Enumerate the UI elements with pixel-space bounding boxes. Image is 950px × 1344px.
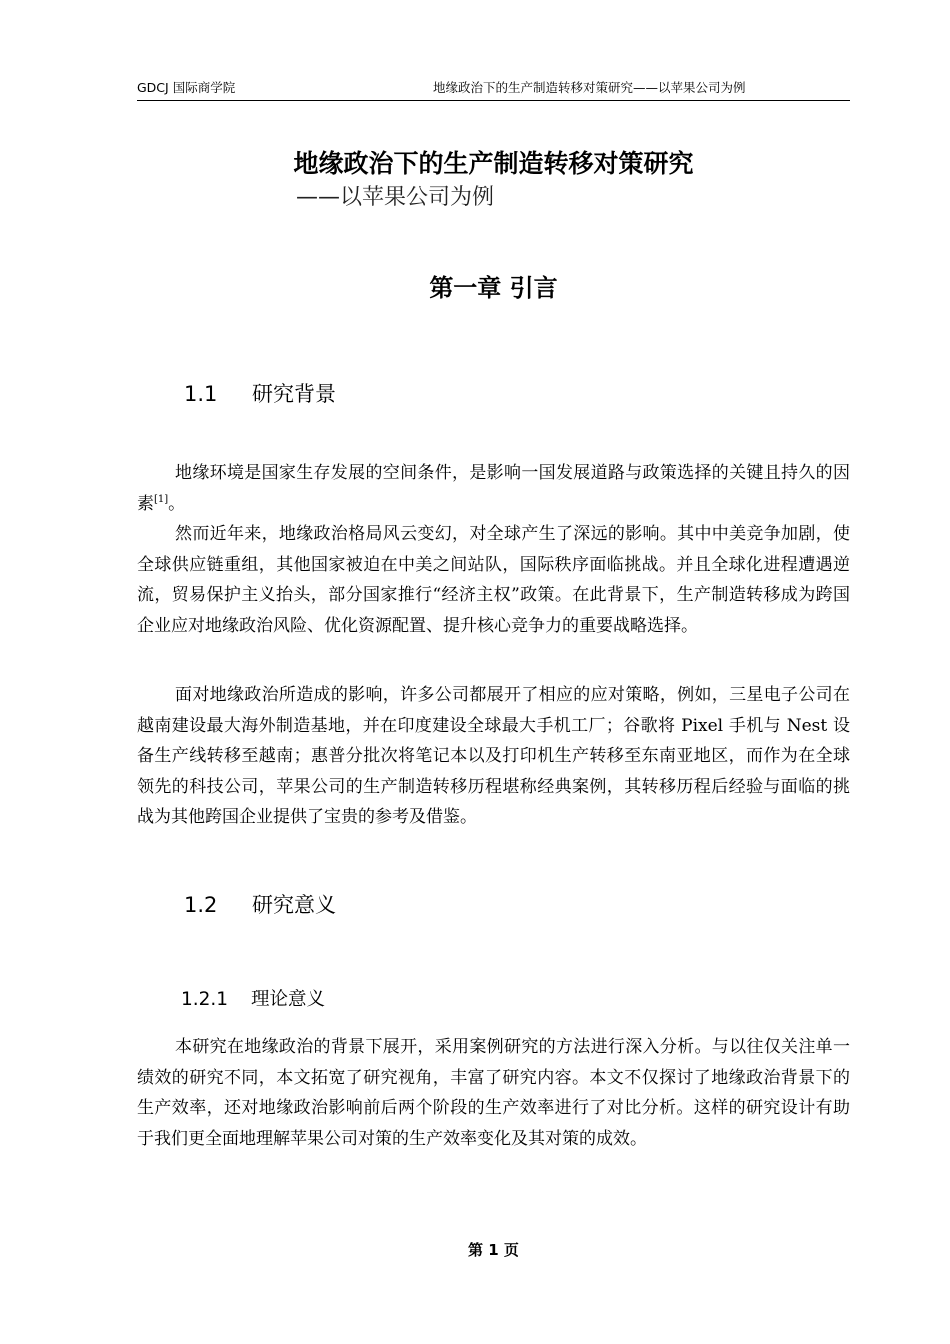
header-institution: GDCJ 国际商学院 xyxy=(137,80,236,95)
paragraph-2: 然而近年来，地缘政治格局风云变幻，对全球产生了深远的影响。其中中美竞争加剧，使全球供应链重组，其他国家被迫在中美之间站队，国际秩序面临挑战。并且全球化进程遭遇逆流，贸易保护主义抬头，部分国家推行“经济主权”政策。在此背景下，生产制造转移成为跨国企业应对地缘政治风险、优化资源配置、提升核心竞争力的重要战略选择。 xyxy=(137,524,850,636)
section-number: 1.1 xyxy=(184,382,218,406)
page-number: 第 1 页 xyxy=(468,1241,519,1259)
paragraph-1-end: 。 xyxy=(168,493,186,514)
header-running-title: 地缘政治下的生产制造转移对策研究——以苹果公司为例 xyxy=(433,80,746,95)
section-heading-1-1 xyxy=(184,380,336,408)
paragraph-4: 本研究在地缘政治的背景下展开，采用案例研究的方法进行深入分析。与以往仅关注单一绩效的研究不同，本文拓宽了研究视角，丰富了研究内容。本文不仅探讨了地缘政治背景下的生产效率，还对地缘政治影响前后两个阶段的生产效率进行了对比分析。这样的研究设计有助于我们更全面地理解苹果公司对策的生产效率变化及其对策的成效。 xyxy=(137,1037,850,1149)
subsection-heading-1-2-1 xyxy=(181,987,325,1013)
document-subtitle: ——以苹果公司为例 xyxy=(296,185,495,210)
paragraph-1 xyxy=(137,458,850,519)
section-heading-1-2 xyxy=(184,891,336,919)
chapter-heading: 第一章 引言 xyxy=(429,274,558,302)
citation-ref: [1] xyxy=(154,493,169,505)
subsection-number: 1.2.1 xyxy=(181,989,229,1010)
section-title: 研究意义 xyxy=(252,893,336,917)
page-header xyxy=(137,80,850,101)
paragraph-1-text: 地缘环境是国家生存发展的空间条件，是影响一国发展道路与政策选择的关键且持久的因素 xyxy=(137,463,850,514)
document-title: 地缘政治下的生产制造转移对策研究 xyxy=(293,149,694,178)
section-title: 研究背景 xyxy=(252,382,336,406)
subsection-title: 理论意义 xyxy=(251,989,326,1010)
section-number: 1.2 xyxy=(184,893,218,917)
paragraph-3: 面对地缘政治所造成的影响，许多公司都展开了相应的应对策略，例如，三星电子公司在越南建设最大海外制造基地，并在印度建设全球最大手机工厂；谷歌将 Pixel 手机与 Nest 设备生产线转移至越南；惠普分批次将笔记本以及打印机生产转移至东南亚地区，而作为在全球领先的科技公司，苹果公司的生产制造转移历程堪称经典案例，其转移历程后经验与面临的挑战为其他跨国企业提供了宝贵的参考及借鉴。 xyxy=(137,685,850,827)
